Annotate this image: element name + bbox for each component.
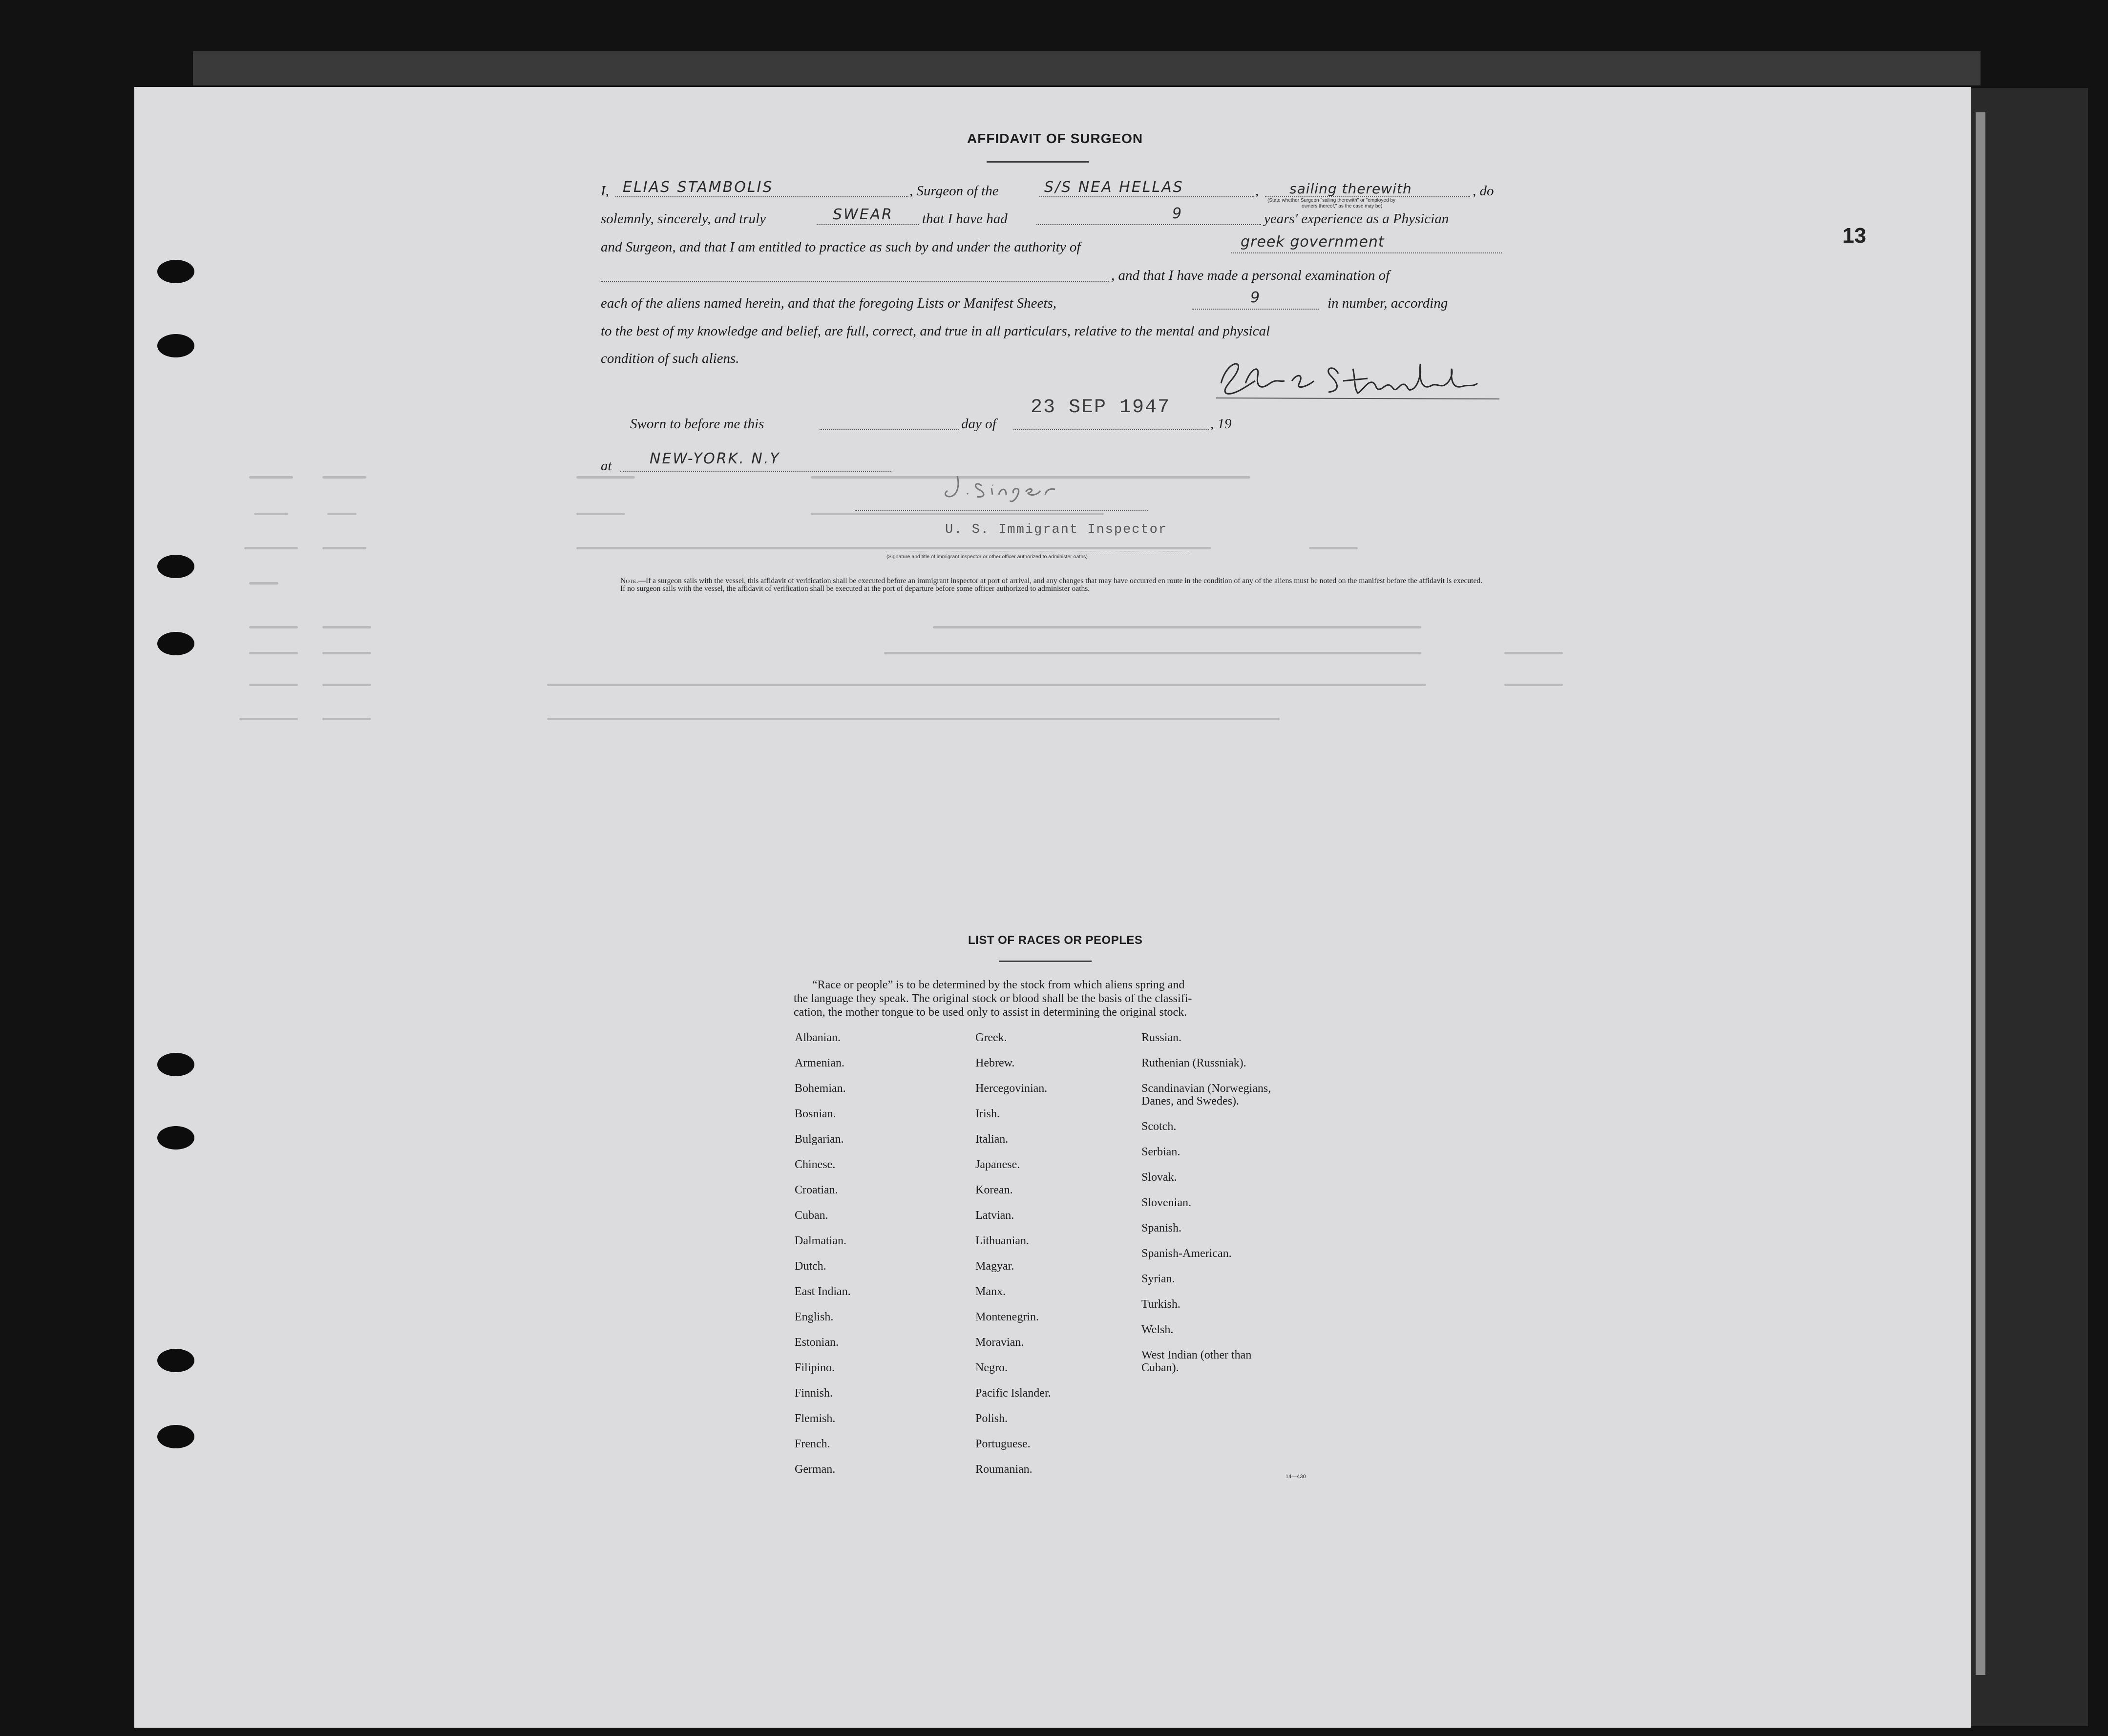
inspector-signature-line [855, 510, 1148, 511]
race-item: Roumanian. [975, 1463, 1033, 1476]
race-item: Moravian. [975, 1336, 1024, 1349]
oath-blank [817, 224, 919, 225]
affidavit-text: , and that I have made a personal examination of [1111, 268, 1390, 283]
race-item: Estonian. [795, 1336, 839, 1349]
race-item: Scotch. [1141, 1120, 1177, 1133]
form-number: 14—430 [1286, 1474, 1306, 1480]
race-item: Ruthenian (Russniak). [1141, 1057, 1246, 1069]
affidavit-text: each of the aliens named herein, and that the foregoing Lists or Manifest Sheets, [601, 295, 1056, 311]
race-item: Italian. [975, 1133, 1009, 1146]
sworn-place: NEW-YORK. N.Y [650, 450, 780, 467]
race-item: Hercegovinian. [975, 1082, 1048, 1095]
place-blank [620, 471, 891, 472]
surgeon-signature [1211, 354, 1504, 403]
race-item: Chinese. [795, 1158, 836, 1171]
right-margin-strip [1971, 88, 2088, 1726]
sworn-date-blank [1013, 429, 1209, 430]
race-item: Flemish. [795, 1412, 836, 1425]
note-text: If no surgeon sails with the vessel, the affidavit of verification shall be executed at the port of departure before some officer authorized to administer oaths. [620, 585, 1090, 593]
sheets-blank [1192, 309, 1319, 310]
affidavit-title: AFFIDAVIT OF SURGEON [967, 131, 1143, 146]
race-item: Slovak. [1141, 1171, 1177, 1184]
races-column-3 [1141, 1031, 1271, 1387]
race-item: Latvian. [975, 1209, 1014, 1222]
race-item: Irish. [975, 1108, 1000, 1120]
race-item: Spanish-American. [1141, 1247, 1232, 1260]
race-item: Manx. [975, 1285, 1006, 1298]
sailing-note: (State whether Surgeon "sailing therewith" or "employed by [1267, 198, 1395, 203]
affidavit-text: and Surgeon, and that I am entitled to practice as such by and under the authority of [601, 239, 1081, 255]
races-column-2 [975, 1031, 1051, 1488]
years-blank [1036, 224, 1261, 225]
affidavit-text: I, [601, 183, 609, 199]
race-item: Hebrew. [975, 1057, 1015, 1069]
race-item: Portuguese. [975, 1438, 1031, 1450]
page-number: 13 [1842, 224, 1866, 248]
punch-hole [157, 632, 194, 655]
race-item: Finnish. [795, 1387, 833, 1400]
vessel-blank [1039, 196, 1254, 197]
punch-hole [157, 1349, 194, 1372]
affidavit-text: condition of such aliens. [601, 351, 739, 366]
race-item: English. [795, 1311, 834, 1323]
race-item: Bohemian. [795, 1082, 846, 1095]
sworn-day-blank [820, 429, 959, 430]
race-item: Cuban. [795, 1209, 828, 1222]
race-item: Croatian. [795, 1184, 838, 1196]
race-item: Scandinavian (Norwegians, Danes, and Swedes). [1141, 1082, 1271, 1108]
affidavit-text: that I have had [922, 211, 1008, 227]
race-item: Albanian. [795, 1031, 841, 1044]
affidavit-text: to the best of my knowledge and belief, are full, correct, and true in all particulars, relative to the mental and physical [601, 323, 1270, 339]
inspector-signature [938, 466, 1123, 505]
race-item: Welsh. [1141, 1323, 1174, 1336]
race-item: Dalmatian. [795, 1234, 846, 1247]
race-item: Filipino. [795, 1361, 835, 1374]
intro-line: the language they speak. The original stock or blood shall be the basis of the classifi- [794, 992, 1192, 1005]
race-item: German. [795, 1463, 836, 1476]
inspector-caption: (Signature and title of immigrant inspector or other officer authorized to administer oaths) [886, 554, 1088, 560]
note-lead: Note. [620, 577, 638, 585]
race-item: Dutch. [795, 1260, 826, 1273]
race-item: Lithuanian. [975, 1234, 1029, 1247]
years-experience: 9 [1172, 205, 1183, 222]
race-item: Korean. [975, 1184, 1013, 1196]
date-stamp: 23 SEP 1947 [1031, 397, 1171, 418]
race-item: Armenian. [795, 1057, 844, 1069]
authority: greek government [1241, 233, 1385, 251]
sailing-status: sailing therewith [1289, 181, 1412, 197]
punch-hole [157, 1053, 194, 1076]
race-item: Syrian. [1141, 1273, 1175, 1285]
authority-blank-2 [601, 281, 1109, 282]
affidavit-text: , 19 [1210, 416, 1232, 432]
races-title: LIST OF RACES OR PEOPLES [968, 934, 1143, 947]
punch-hole [157, 334, 194, 357]
page-edge [1976, 112, 1985, 1675]
sailing-note: owners thereof," as the case may be) [1302, 204, 1383, 209]
affidavit-text: day of [961, 416, 996, 432]
race-item: Negro. [975, 1361, 1008, 1374]
note-text: —If a surgeon sails with the vessel, this affidavit of verification shall be executed before an immigrant inspector at port of arrival, and any changes that may have occurred en route in the condition of any of the aliens must be noted on the manifest before the affidavit is executed. [638, 577, 1482, 585]
race-item: Serbian. [1141, 1146, 1180, 1158]
race-item: Bulgarian. [795, 1133, 844, 1146]
punch-hole [157, 1126, 194, 1150]
race-item: Greek. [975, 1031, 1007, 1044]
race-item: Russian. [1141, 1031, 1182, 1044]
race-item: Magyar. [975, 1260, 1014, 1273]
punch-hole [157, 555, 194, 578]
affidavit-text: in number, according [1328, 295, 1448, 311]
affidavit-text: years' experience as a Physician [1264, 211, 1449, 227]
frame-band [193, 51, 1981, 85]
intro-line: “Race or people” is to be determined by the stock from which aliens spring and [812, 979, 1185, 991]
races-title-rule [999, 961, 1092, 962]
affidavit-text: , [1255, 183, 1259, 199]
surgeon-name: ELIAS STAMBOLIS [623, 179, 774, 196]
title-rule [987, 161, 1089, 163]
race-item: French. [795, 1438, 830, 1450]
intro-line: cation, the mother tongue to be used only to assist in determining the original stock. [794, 1006, 1187, 1019]
race-item: Turkish. [1141, 1298, 1180, 1311]
affidavit-text: solemnly, sincerely, and truly [601, 211, 766, 227]
race-item: Pacific Islander. [975, 1387, 1051, 1400]
race-item: Spanish. [1141, 1222, 1182, 1234]
race-item: Polish. [975, 1412, 1008, 1425]
affidavit-text: Sworn to before me this [630, 416, 764, 432]
vessel-name: S/S NEA HELLAS [1044, 179, 1184, 196]
affidavit-text: , do [1473, 183, 1494, 199]
races-column-1 [795, 1031, 851, 1488]
oath-word: SWEAR [833, 206, 894, 223]
sheets-count: 9 [1250, 289, 1262, 306]
affidavit-note [601, 577, 1504, 593]
punch-hole [157, 260, 194, 283]
inspector-title: U. S. Immigrant Inspector [945, 523, 1168, 537]
authority-blank [1231, 252, 1502, 253]
affidavit-text: at [601, 458, 612, 474]
punch-hole [157, 1425, 194, 1448]
race-item: East Indian. [795, 1285, 851, 1298]
race-item: Bosnian. [795, 1108, 836, 1120]
race-item: Montenegrin. [975, 1311, 1039, 1323]
races-intro [794, 978, 1311, 1019]
surgeon-name-blank [615, 196, 908, 197]
race-item: West Indian (other than Cuban). [1141, 1349, 1252, 1374]
race-item: Slovenian. [1141, 1196, 1191, 1209]
affidavit-text: , Surgeon of the [909, 183, 999, 199]
race-item: Japanese. [975, 1158, 1020, 1171]
